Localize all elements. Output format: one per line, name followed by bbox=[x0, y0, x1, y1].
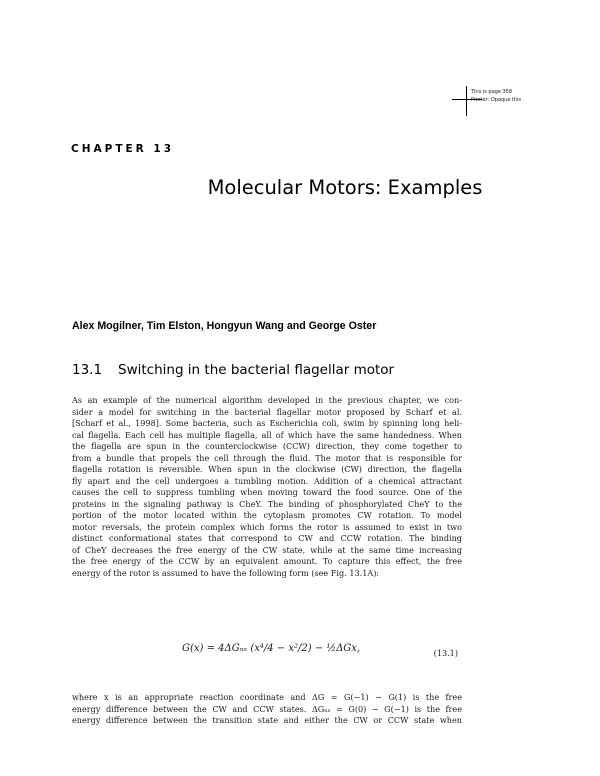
paragraph-1 bbox=[72, 395, 462, 579]
equation-number: (13.1) bbox=[433, 648, 458, 658]
paragraph-line: causes the cell to suppress tumbling when moving toward the food source. One of the bbox=[72, 487, 462, 497]
section-heading bbox=[72, 362, 394, 378]
paragraph-line: of CheY decreases the free energy of the CW state, while at the same time increasing bbox=[72, 544, 462, 555]
paragraph-line: As an example of the numerical algorithm developed in the previous chapter, we con- bbox=[72, 395, 462, 405]
authors: Alex Mogilner, Tim Elston, Hongyun Wang and George Oster bbox=[72, 320, 377, 332]
paragraph-line: motor reversals, the protein complex which forms the rotor is assumed to exist in two bbox=[72, 521, 462, 532]
printer-note bbox=[471, 88, 521, 104]
paragraph-line: energy difference between the transition state and either the CW or CCW state when bbox=[72, 715, 462, 725]
paragraph-line: fly apart and the cell undergoes a tumbling motion. Addition of a chemical attractant bbox=[72, 475, 462, 486]
paragraph-line: the free energy of the CCW by an equivalent amount. To capture this effect, the free bbox=[72, 556, 462, 566]
equation-body: G(x) = 4ΔGₙₛ (x⁴/4 − x²/2) − ½ΔGx, bbox=[182, 643, 361, 654]
section-number: 13.1 bbox=[72, 362, 103, 378]
printer-note-printer: Printer: Opaque this bbox=[471, 97, 522, 103]
paragraph-line: from a bundle that propels the cell through the fluid. The motor that is responsible for bbox=[72, 452, 462, 463]
paragraph-line: cal flagella. Each cell has multiple flagella, all of which have the same handedness. When bbox=[72, 429, 462, 440]
paragraph-line: where x is an appropriate reaction coordinate and ΔG = G(−1) − G(1) is the free bbox=[72, 692, 462, 702]
paragraph-line: energy of the rotor is assumed to have the following form (see Fig. 13.1A): bbox=[72, 567, 380, 578]
paragraph-line: sider a model for switching in the bacterial flagellar motor proposed by Scharf et al. bbox=[72, 406, 462, 417]
equation-13-1 bbox=[72, 640, 462, 670]
section-title: Switching in the bacterial flagellar motor bbox=[118, 362, 395, 378]
paragraph-line: energy difference between the CW and CCW states. ΔGₙₛ = G(0) − G(−1) is the free bbox=[72, 703, 462, 714]
paragraph-line: [Scharf et al., 1998]. Some bacteria, such as Escherichia coli, swim by spinning long heli- bbox=[72, 418, 462, 428]
chapter-title: Molecular Motors: Examples bbox=[207, 176, 483, 199]
paragraph-line: distinct conformational states that correspond to CW and CCW rotation. The binding bbox=[72, 533, 462, 543]
paragraph-line: portion of the motor located within the cytoplasm promotes CW rotation. To model bbox=[72, 510, 462, 520]
printer-note-page: This is page 358 bbox=[471, 89, 513, 95]
paragraph-line: the flagella are spun in the counterclockwise (CCW) direction, they come together to bbox=[72, 441, 462, 451]
paragraph-line: proteins in the signaling pathway is CheY. The binding of phosphorylated CheY to the bbox=[72, 498, 462, 509]
paragraph-2 bbox=[72, 692, 462, 727]
crop-mark-vertical bbox=[466, 86, 467, 116]
chapter-label: CHAPTER 13 bbox=[71, 143, 175, 155]
paragraph-line: flagella rotation is reversible. When spun in the clockwise (CW) direction, the flagella bbox=[72, 464, 462, 474]
